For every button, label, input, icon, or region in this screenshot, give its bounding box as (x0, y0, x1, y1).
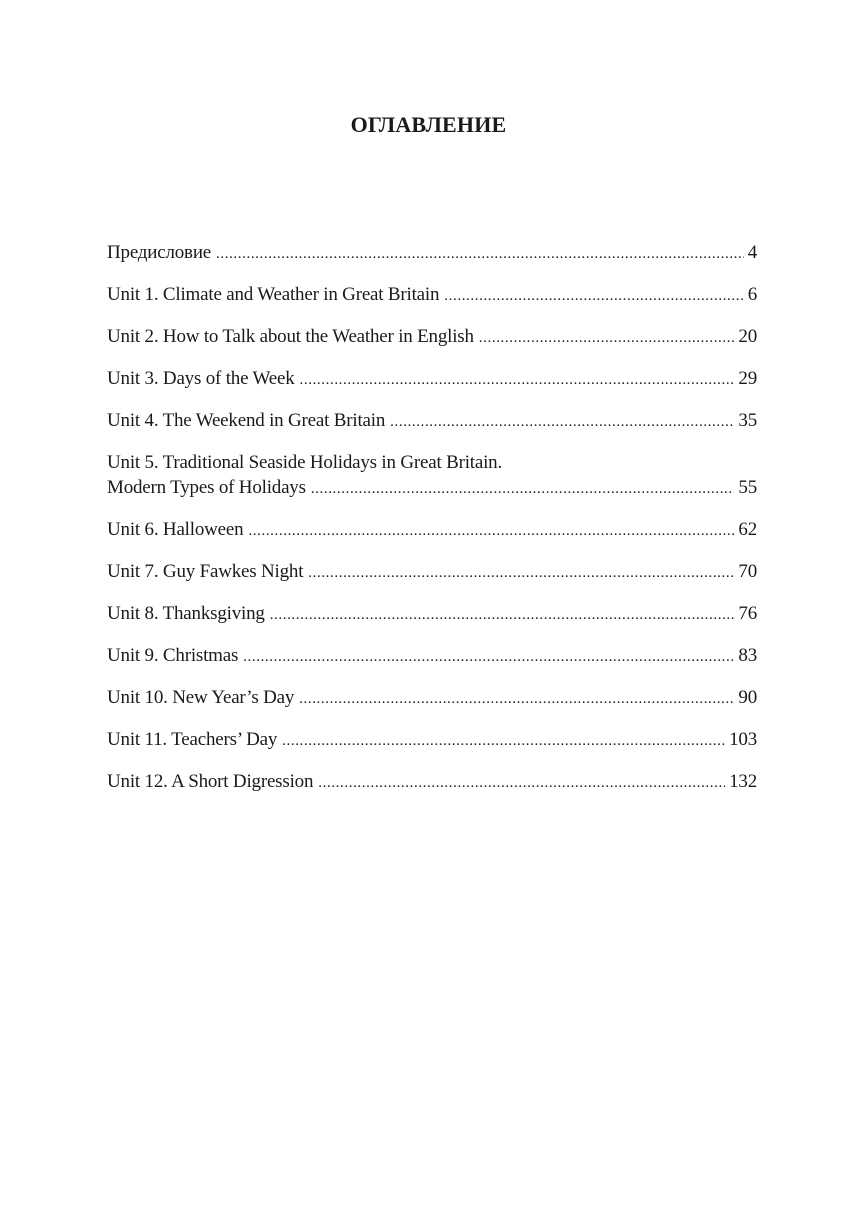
toc-page-number: 4 (747, 242, 757, 263)
toc-page-number: 70 (738, 561, 757, 582)
toc-entry-label-line-1: Unit 5. Traditional Seaside Holidays in Great Britain. (107, 452, 503, 473)
toc-page-number: 83 (738, 645, 757, 666)
dot-leader (299, 687, 734, 712)
toc-entry-label: Unit 2. How to Talk about the Weather in English (107, 326, 474, 347)
toc-entry-label: Unit 8. Thanksgiving (107, 603, 265, 624)
dot-leader (318, 771, 725, 796)
dot-leader (282, 729, 725, 754)
toc-entry-label: Unit 9. Christmas (107, 645, 239, 666)
dot-leader (308, 561, 734, 586)
dot-leader (311, 477, 735, 502)
dot-leader (300, 368, 735, 393)
toc-entry-label: Предисловие (107, 242, 212, 263)
toc-entry-unit-11 (107, 727, 757, 754)
dot-leader (216, 242, 744, 267)
dot-leader (390, 410, 734, 435)
dot-leader (248, 519, 734, 544)
dot-leader (243, 645, 734, 670)
toc-entry-unit-6 (107, 517, 757, 544)
toc-page-number: 55 (738, 477, 757, 498)
toc-entry-unit-10 (107, 685, 757, 712)
toc-entry-preface (107, 240, 757, 267)
toc-entry-unit-8 (107, 601, 757, 628)
toc-page-number: 132 (729, 771, 757, 792)
toc-entry-label: Unit 7. Guy Fawkes Night (107, 561, 304, 582)
toc-entry-label: Unit 3. Days of the Week (107, 368, 295, 389)
toc-page-number: 20 (738, 326, 757, 347)
toc-entry-label: Unit 12. A Short Digression (107, 771, 314, 792)
toc-page-number: 29 (738, 368, 757, 389)
toc-page-number: 90 (738, 687, 757, 708)
toc-entry-unit-4 (107, 408, 757, 435)
toc-entry-unit-12 (107, 769, 757, 796)
toc-page-number: 6 (747, 284, 757, 305)
dot-leader (479, 326, 735, 351)
toc-entry-label: Unit 1. Climate and Weather in Great Britain (107, 284, 440, 305)
toc-entry-unit-2 (107, 324, 757, 351)
dot-leader (270, 603, 735, 628)
toc-entry-label: Unit 4. The Weekend in Great Britain (107, 410, 386, 431)
page-title: ОГЛАВЛЕНИЕ (350, 112, 507, 137)
toc-page-number: 35 (738, 410, 757, 431)
table-of-contents (107, 240, 757, 811)
toc-entry-unit-7 (107, 559, 757, 586)
toc-entry-label: Modern Types of Holidays (107, 477, 306, 498)
toc-entry-label: Unit 11. Teachers’ Day (107, 729, 278, 750)
toc-page-number: 103 (729, 729, 757, 750)
dot-leader (444, 284, 743, 309)
toc-entry-unit-3 (107, 366, 757, 393)
toc-page-number: 62 (738, 519, 757, 540)
toc-entry-unit-5 (107, 450, 757, 502)
toc-page-number: 76 (738, 603, 757, 624)
toc-entry-label: Unit 6. Halloween (107, 519, 244, 540)
toc-entry-unit-1 (107, 282, 757, 309)
toc-entry-label: Unit 10. New Year’s Day (107, 687, 295, 708)
toc-entry-unit-9 (107, 643, 757, 670)
